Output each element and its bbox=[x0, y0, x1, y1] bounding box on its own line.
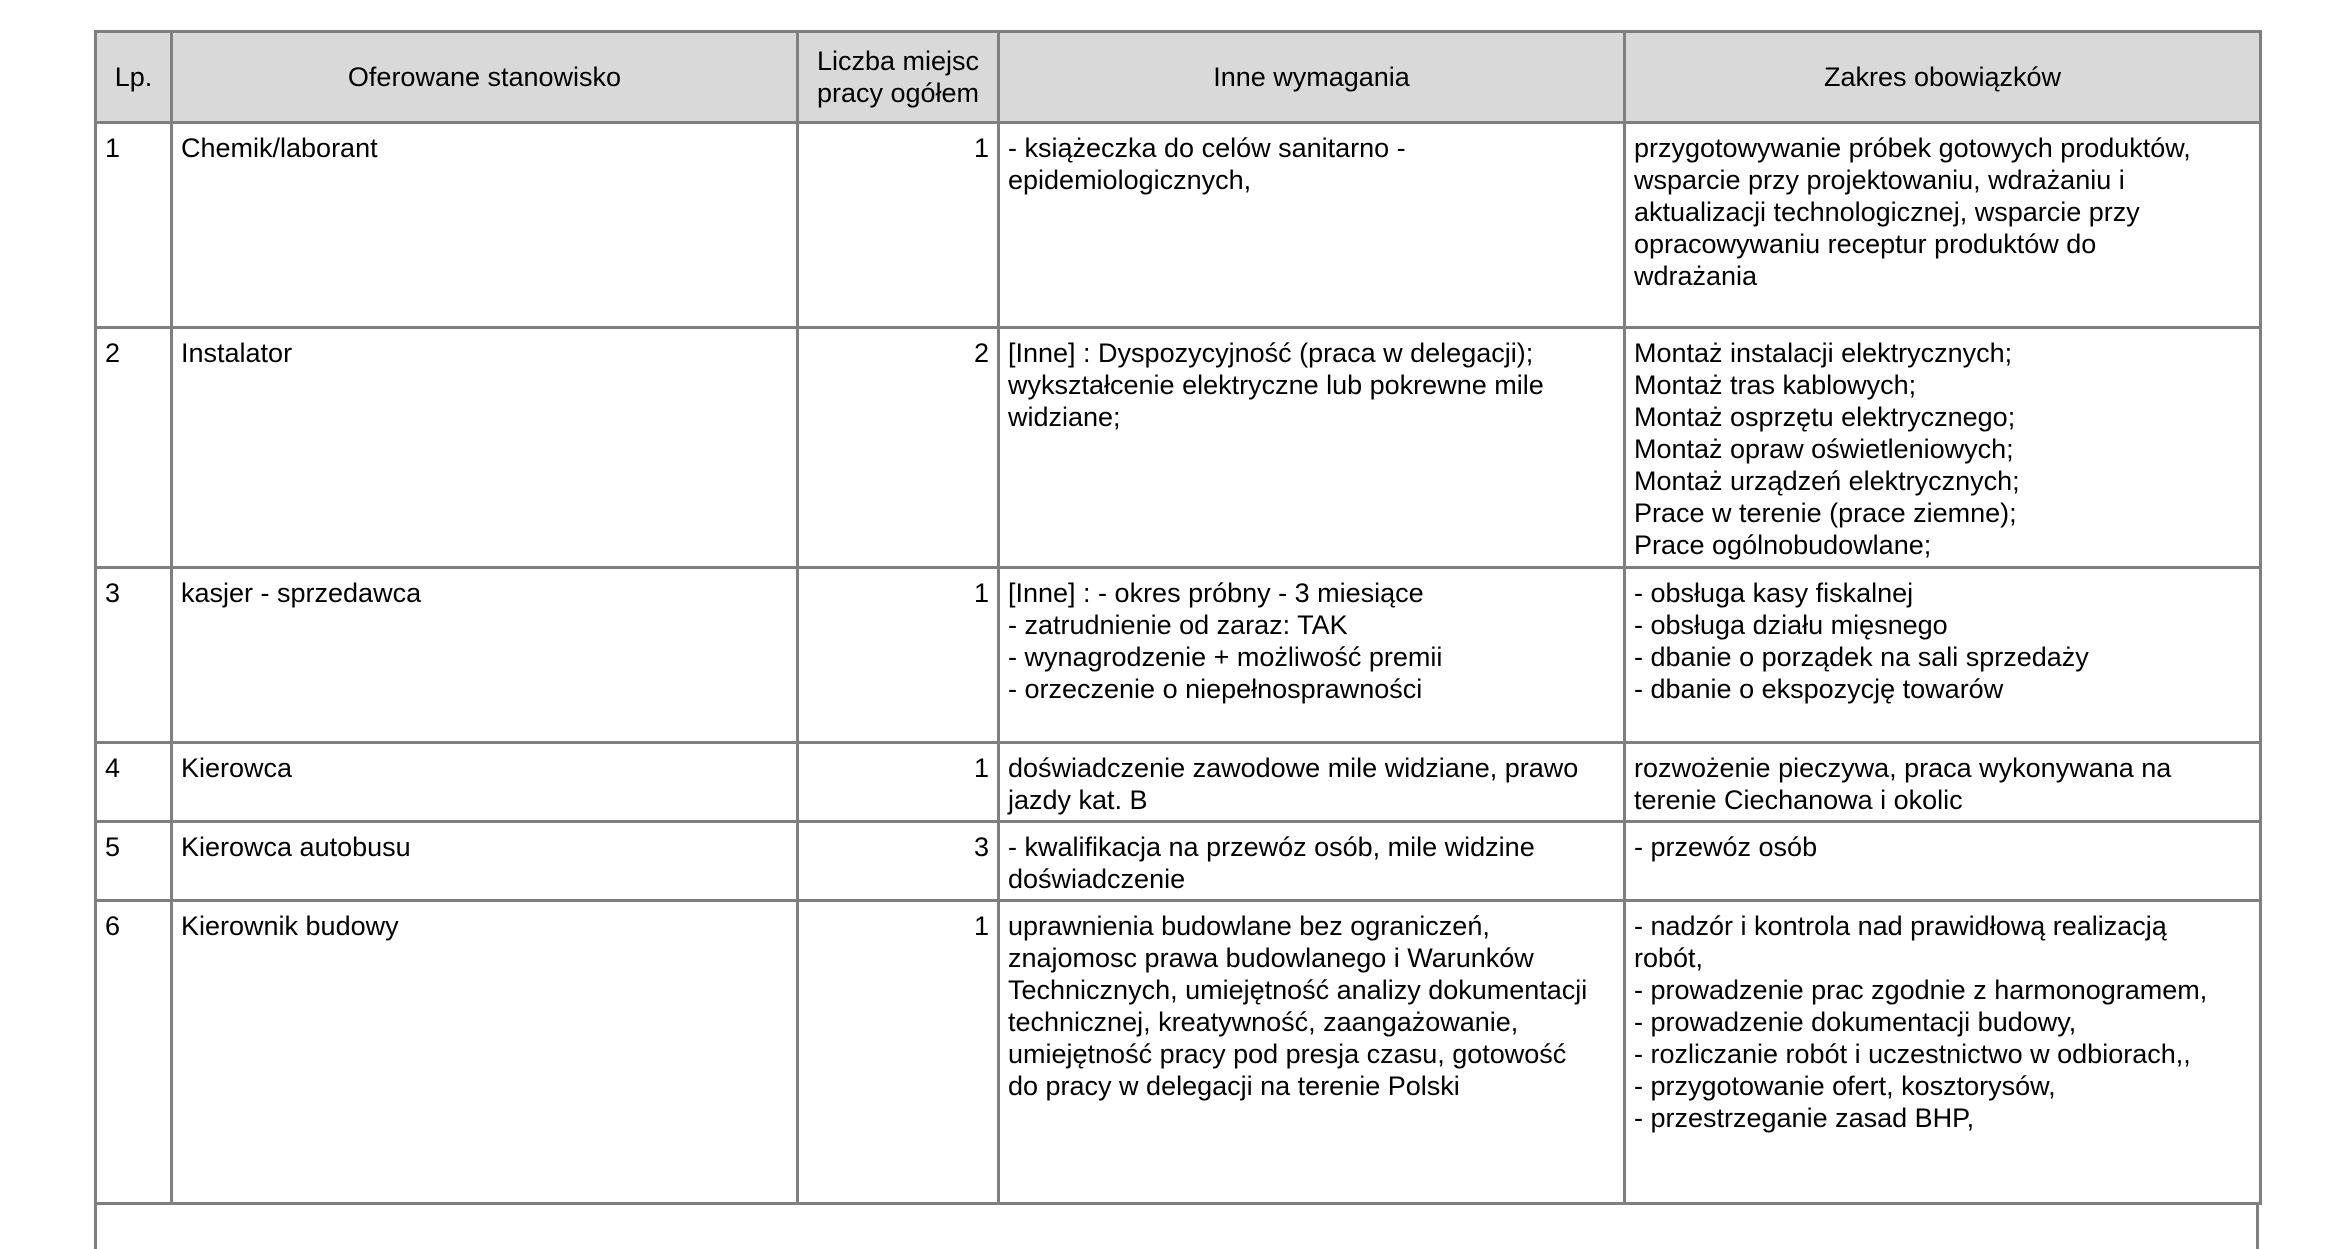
cell-position: Chemik/laborant bbox=[172, 123, 798, 328]
document-page bbox=[94, 30, 2259, 1249]
table-row bbox=[96, 123, 2261, 328]
table-row bbox=[96, 743, 2261, 822]
cell-lp: 4 bbox=[96, 743, 172, 822]
cell-position: Kierowca autobusu bbox=[172, 822, 798, 901]
cell-duties: Montaż instalacji elektrycznych; Montaż tras kablowych; Montaż osprzętu elektrycznego; Montaż opraw oświetleniowych; Montaż urządzeń elektrycznych; Prace w terenie (prace ziemne); Prace ogólnobudowlane; bbox=[1625, 328, 2261, 568]
cell-position: Kierowca bbox=[172, 743, 798, 822]
cell-count: 1 bbox=[798, 743, 999, 822]
cell-duties: przygotowywanie próbek gotowych produktów, wsparcie przy projektowaniu, wdrażaniu i aktualizacji technologicznej, wsparcie przy opracowywaniu receptur produktów do wdrażania bbox=[1625, 123, 2261, 328]
header-requirements: Inne wymagania bbox=[999, 32, 1625, 123]
cell-count: 3 bbox=[798, 822, 999, 901]
cell-requirements: - kwalifikacja na przewóz osób, mile widzine doświadczenie bbox=[999, 822, 1625, 901]
table-row bbox=[96, 901, 2261, 1204]
cell-requirements: [Inne] : - okres próbny - 3 miesiące - zatrudnienie od zaraz: TAK - wynagrodzenie + możliwość premii - orzeczenie o niepełnosprawności bbox=[999, 568, 1625, 743]
cell-requirements: [Inne] : Dyspozycyjność (praca w delegacji); wykształcenie elektryczne lub pokrewne mile widziane; bbox=[999, 328, 1625, 568]
header-count: Liczba miejsc pracy ogółem bbox=[798, 32, 999, 123]
cell-duties: - obsługa kasy fiskalnej - obsługa działu mięsnego - dbanie o porządek na sali sprzedaży - dbanie o ekspozycję towarów bbox=[1625, 568, 2261, 743]
table-row bbox=[96, 822, 2261, 901]
header-duties: Zakres obowiązków bbox=[1625, 32, 2261, 123]
cell-position: Instalator bbox=[172, 328, 798, 568]
cell-position: Kierownik budowy bbox=[172, 901, 798, 1204]
table-row bbox=[96, 568, 2261, 743]
cell-position: kasjer - sprzedawca bbox=[172, 568, 798, 743]
cell-duties: - nadzór i kontrola nad prawidłową realizacją robót, - prowadzenie prac zgodnie z harmonogramem, - prowadzenie dokumentacji budowy, - rozliczanie robót i uczestnictwo w odbiorach,, - przygotowanie ofert, kosztorysów, - przestrzeganie zasad BHP, bbox=[1625, 901, 2261, 1204]
table-header-row bbox=[96, 32, 2261, 123]
cell-lp: 3 bbox=[96, 568, 172, 743]
cell-lp: 6 bbox=[96, 901, 172, 1204]
job-offers-table bbox=[94, 30, 2262, 1205]
cell-requirements: - książeczka do celów sanitarno - epidemiologicznych, bbox=[999, 123, 1625, 328]
table-row bbox=[96, 328, 2261, 568]
table-continuation bbox=[94, 1205, 2259, 1249]
cell-count: 1 bbox=[798, 901, 999, 1204]
cell-count: 2 bbox=[798, 328, 999, 568]
cell-lp: 2 bbox=[96, 328, 172, 568]
cell-count: 1 bbox=[798, 568, 999, 743]
cell-count: 1 bbox=[798, 123, 999, 328]
header-lp: Lp. bbox=[96, 32, 172, 123]
header-position: Oferowane stanowisko bbox=[172, 32, 798, 123]
cell-lp: 5 bbox=[96, 822, 172, 901]
cell-duties: - przewóz osób bbox=[1625, 822, 2261, 901]
cell-requirements: uprawnienia budowlane bez ograniczeń, znajomosc prawa budowlanego i Warunków Technicznych, umiejętność analizy dokumentacji technicznej, kreatywność, zaangażowanie, umiejętność pracy pod presja czasu, gotowość do pracy w delegacji na terenie Polski bbox=[999, 901, 1625, 1204]
cell-duties: rozwożenie pieczywa, praca wykonywana na terenie Ciechanowa i okolic bbox=[1625, 743, 2261, 822]
cell-lp: 1 bbox=[96, 123, 172, 328]
cell-requirements: doświadczenie zawodowe mile widziane, prawo jazdy kat. B bbox=[999, 743, 1625, 822]
